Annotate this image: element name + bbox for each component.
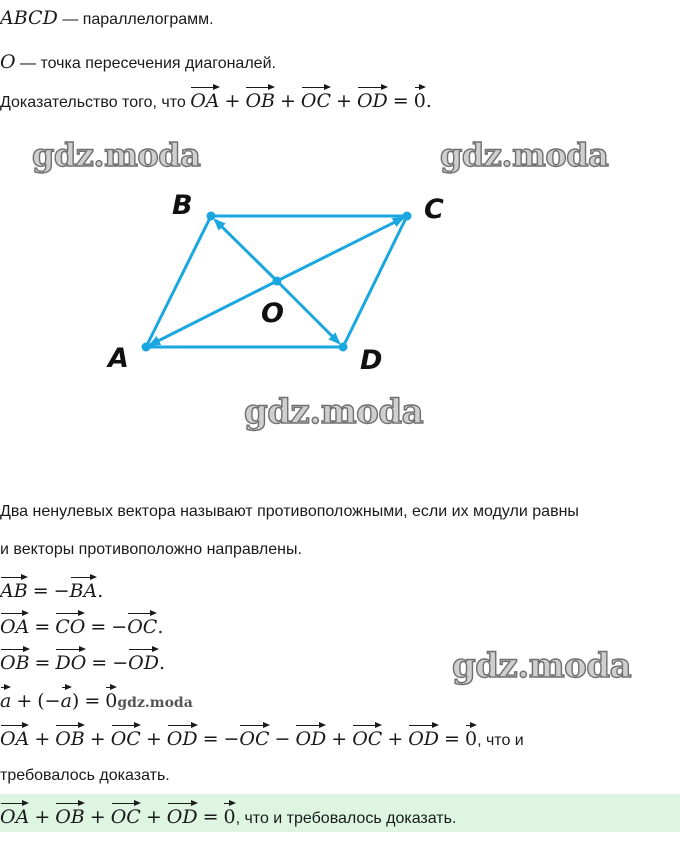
statement-to-prove: Доказательство того, что OA + OB + OC + OD = 0.: [0, 84, 432, 113]
vector-zero: 0: [414, 84, 426, 111]
prove-text: Доказательство того, что: [0, 94, 191, 111]
vector-ob: OB: [245, 84, 275, 111]
equation-ob: OB = DO = −OD.: [0, 646, 165, 675]
equation-sum: OA + OB + OC + OD = −OC − OD + OC + OD = 0, что и: [0, 722, 524, 751]
equation-ab: AB = −BA.: [0, 574, 103, 603]
label-a: A: [108, 343, 129, 374]
watermark: gdz.moda: [440, 136, 609, 174]
watermark: gdz.moda: [244, 392, 424, 432]
conclusion-line-2: требовалось доказать.: [0, 767, 170, 784]
side-ab: [146, 216, 211, 347]
point-o: [273, 277, 282, 286]
watermark-inline: gdz.moda: [117, 695, 193, 711]
math-abcd: ABCD: [0, 7, 58, 29]
answer-tail: , что и требовалось доказать.: [235, 810, 457, 827]
watermark: gdz.moda: [452, 646, 632, 686]
math-o: O: [0, 51, 16, 73]
label-b: B: [172, 190, 193, 221]
point-b: [207, 212, 216, 221]
vector-od-arrow: [277, 281, 339, 343]
side-cd: [343, 216, 407, 347]
label-c: C: [424, 194, 444, 225]
watermark: gdz.moda: [32, 136, 201, 174]
definition-line-1: Два ненулевых вектора называют противоположными, если их модули равны: [0, 503, 579, 520]
statement-text: — точка пересечения диагоналей.: [15, 55, 276, 72]
vector-oa: OA: [190, 84, 219, 111]
definition-line-2: и векторы противоположно направлены.: [0, 541, 302, 558]
conclusion-tail: , что и: [477, 732, 524, 749]
vector-od: OD: [357, 84, 388, 111]
statement-text: — параллелограмм.: [57, 11, 214, 28]
label-d: D: [360, 345, 383, 376]
point-a: [142, 343, 151, 352]
vector-oc: OC: [301, 84, 331, 111]
vector-oc-arrow: [277, 218, 403, 281]
answer-line: OA + OB + OC + OD = 0, что и требовалось доказать.: [0, 800, 456, 829]
label-o: O: [261, 298, 284, 329]
point-c: [403, 212, 412, 221]
vector-ob-arrow: [215, 220, 277, 281]
point-d: [339, 343, 348, 352]
equation-a: a + (−a) = 0gdz.moda: [0, 684, 193, 713]
equation-oa: OA = CO = −OC.: [0, 610, 163, 639]
vector-oa-arrow: [150, 281, 277, 345]
